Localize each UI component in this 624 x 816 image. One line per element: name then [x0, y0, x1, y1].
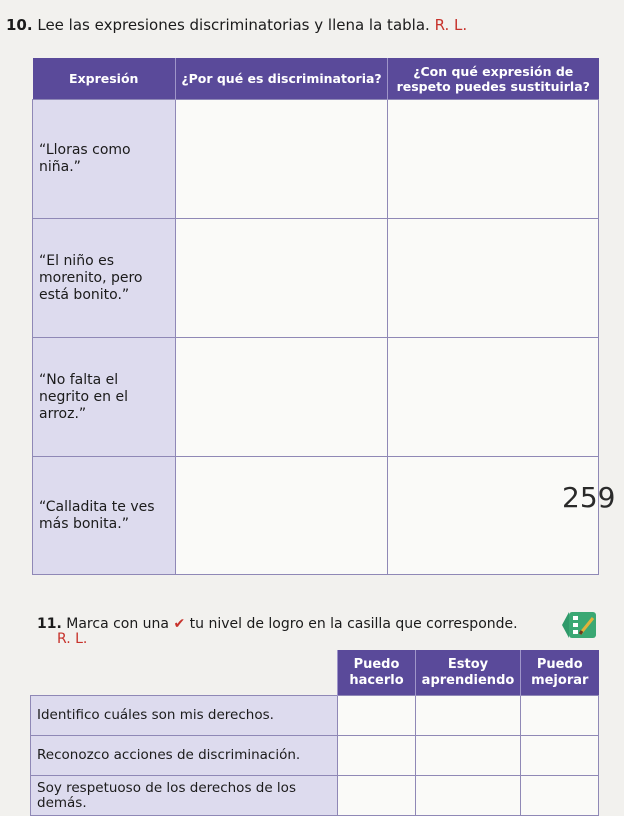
- checkbox-cell[interactable]: [521, 736, 599, 776]
- table-row: [33, 338, 599, 457]
- header-why-discriminatory: ¿Por qué es discriminatoria?: [176, 58, 388, 100]
- why-answer-cell[interactable]: [176, 219, 388, 338]
- header-expression: Expresión: [33, 58, 176, 100]
- expression-cell: “Lloras como niña.”: [33, 100, 176, 219]
- header-blank: [31, 650, 338, 696]
- question-11: [37, 616, 518, 632]
- checkbox-cell[interactable]: [338, 776, 416, 816]
- respect-answer-cell[interactable]: [388, 457, 599, 575]
- question-10-number: 10.: [6, 16, 33, 34]
- question-10-text: Lee las expresiones discriminatorias y llena la tabla.: [37, 16, 430, 34]
- expressions-table-header: [33, 58, 599, 100]
- self-assessment-header: [31, 650, 599, 696]
- checkbox-cell[interactable]: [416, 696, 521, 736]
- table-row: [31, 736, 599, 776]
- respect-answer-cell[interactable]: [388, 100, 599, 219]
- checkbox-cell[interactable]: [338, 736, 416, 776]
- table-row: [33, 100, 599, 219]
- question-11-text-before: Marca con una: [66, 616, 170, 632]
- table-row: [31, 696, 599, 736]
- why-answer-cell[interactable]: [176, 338, 388, 457]
- page-number: 259: [562, 481, 616, 514]
- question-11-note: R. L.: [57, 631, 88, 647]
- question-10-note: R. L.: [434, 16, 468, 34]
- expressions-table: [32, 58, 599, 575]
- expression-cell: “El niño es morenito, pero está bonito.”: [33, 219, 176, 338]
- expression-cell: “No falta el negrito en el arroz.”: [33, 338, 176, 457]
- table-row: [33, 219, 599, 338]
- why-answer-cell[interactable]: [176, 100, 388, 219]
- header-respect-expression: ¿Con qué expresión de respeto puedes sustituirla?: [388, 58, 599, 100]
- question-10: [6, 16, 467, 34]
- respect-answer-cell[interactable]: [388, 219, 599, 338]
- checkbox-cell[interactable]: [521, 696, 599, 736]
- checkbox-cell[interactable]: [416, 736, 521, 776]
- question-11-number: 11.: [37, 616, 62, 632]
- checkbox-cell[interactable]: [338, 696, 416, 736]
- criterion-cell: Reconozco acciones de discriminación.: [31, 736, 338, 776]
- header-can-improve: Puedo mejorar: [521, 650, 599, 696]
- self-assessment-table: [30, 650, 599, 816]
- table-row: [33, 457, 599, 575]
- checkbox-cell[interactable]: [521, 776, 599, 816]
- criterion-cell: Soy respetuoso de los derechos de los demás.: [31, 776, 338, 816]
- check-mark-icon: ✔: [173, 616, 186, 632]
- table-row: [31, 776, 599, 816]
- why-answer-cell[interactable]: [176, 457, 388, 575]
- header-can-do: Puedo hacerlo: [338, 650, 416, 696]
- question-11-text-after: tu nivel de logro en la casilla que corresponde.: [189, 616, 518, 632]
- checkbox-cell[interactable]: [416, 776, 521, 816]
- criterion-cell: Identifico cuáles son mis derechos.: [31, 696, 338, 736]
- respect-answer-cell[interactable]: [388, 338, 599, 457]
- expression-cell: “Calladita te ves más bonita.”: [33, 457, 176, 575]
- self-assessment-icon: [562, 612, 596, 638]
- header-learning: Estoy aprendiendo: [416, 650, 521, 696]
